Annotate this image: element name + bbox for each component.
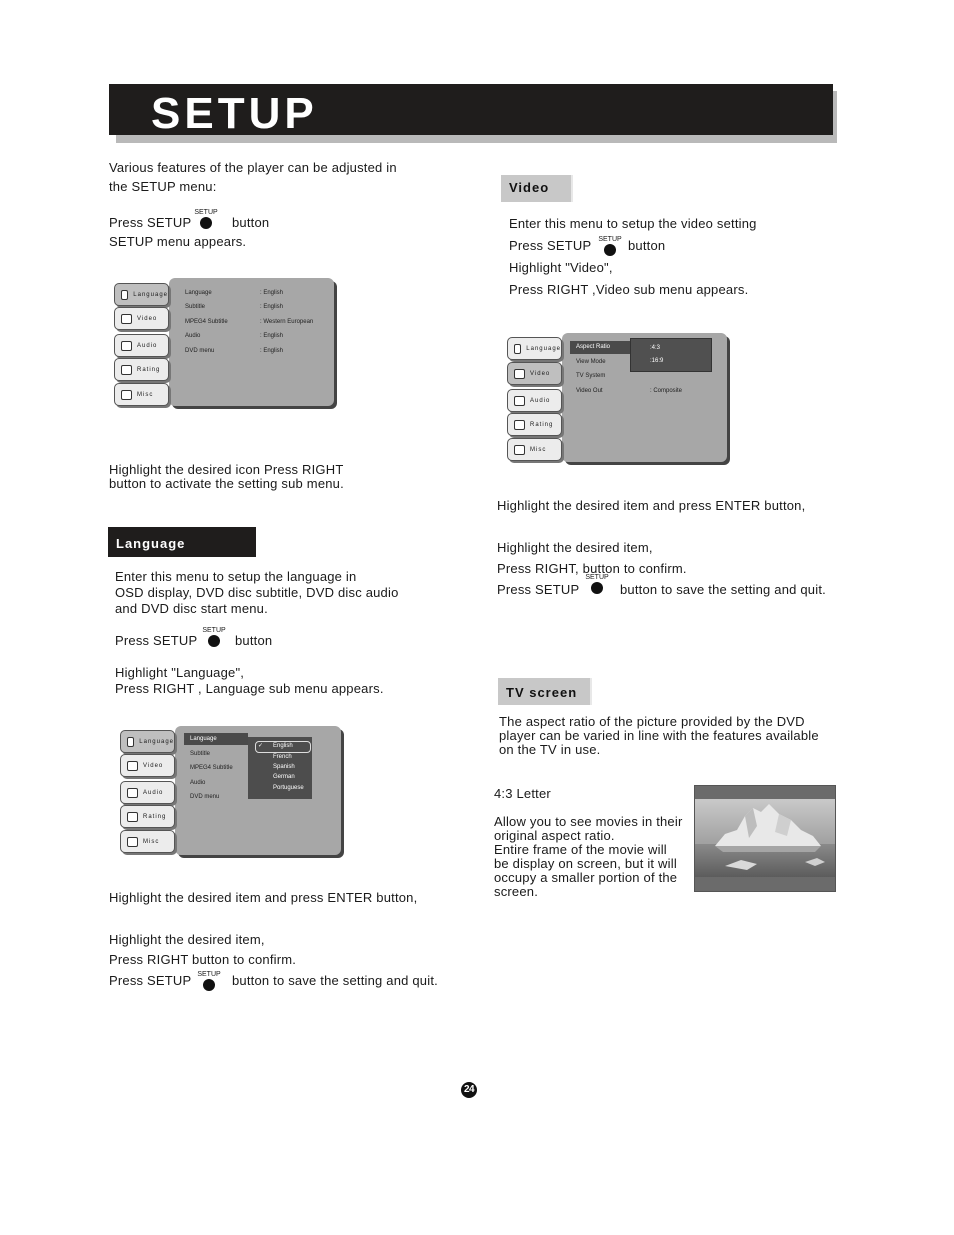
video-icon <box>514 369 525 379</box>
language-right-text: Press RIGHT , Language sub menu appears. <box>115 681 384 696</box>
lang-tab-language[interactable]: Language <box>120 730 175 753</box>
main-row-value: : English <box>260 290 284 296</box>
lang-tab-video[interactable]: Video <box>120 754 175 777</box>
language-intro-1: Enter this menu to setup the language in <box>115 569 357 584</box>
highlight-icon-line-1: Highlight the desired icon Press RIGHT <box>109 462 344 477</box>
video-press-text: Press SETUP <box>509 238 592 253</box>
video-press-after: button <box>628 238 666 253</box>
language-press-after: button <box>235 633 273 648</box>
setup-button-label: SETUP <box>585 574 609 581</box>
main-tab-video[interactable]: Video <box>114 307 169 330</box>
page-number: 24 <box>461 1082 477 1098</box>
main-row-label: Audio <box>185 333 201 339</box>
video-right-text: Press RIGHT ,Video sub menu appears. <box>509 282 749 297</box>
video-row-aspect-ratio: Aspect Ratio <box>576 344 611 350</box>
main-row-value: : English <box>260 304 284 310</box>
letter-title: 4:3 Letter <box>494 786 551 801</box>
iceberg-image <box>695 786 835 891</box>
setup-button-icon <box>598 236 622 260</box>
lang-tab-rating[interactable]: Rating <box>120 805 175 828</box>
tv-screen-heading: TV screen <box>498 678 592 705</box>
letter-desc-5: occupy a smaller portion of the <box>494 870 678 885</box>
highlight-icon-line-2: button to activate the setting sub menu. <box>109 476 344 491</box>
main-row-label: Language <box>185 290 212 296</box>
setup-button-icon <box>197 971 221 995</box>
main-row-value: : English <box>260 348 284 354</box>
video-icon <box>127 761 138 771</box>
misc-icon <box>127 837 138 847</box>
rating-icon <box>514 420 525 430</box>
video-highlight-text: Highlight "Video", <box>509 260 613 275</box>
misc-icon <box>514 445 525 455</box>
language-icon <box>127 737 134 747</box>
press-setup-after: button <box>232 215 270 230</box>
language-intro-3: and DVD disc start menu. <box>115 601 268 616</box>
video-intro: Enter this menu to setup the video setting <box>509 216 757 231</box>
option-french[interactable]: French <box>273 754 292 760</box>
lang-row-language: Language <box>190 736 217 742</box>
rating-icon <box>127 812 138 822</box>
language-heading: Language <box>108 527 256 557</box>
setup-button-icon <box>194 209 218 233</box>
letter-desc-1: Allow you to see movies in their <box>494 814 683 829</box>
left-step-3: Press RIGHT button to confirm. <box>109 952 297 967</box>
aspect-options-list <box>630 338 712 372</box>
language-icon <box>121 290 128 300</box>
video-row-video-out: Video Out <box>576 388 603 394</box>
letter-desc-2: original aspect ratio. <box>494 828 615 843</box>
tv-intro-3: on the TV in use. <box>499 742 601 757</box>
header-bar <box>109 84 833 138</box>
menu-appears-text: SETUP menu appears. <box>109 234 247 249</box>
option-english[interactable]: English <box>273 743 293 749</box>
setup-button-icon <box>202 627 226 651</box>
video-tab-misc[interactable]: Misc <box>507 438 562 461</box>
main-row-label: Subtitle <box>185 304 206 310</box>
lang-tab-audio[interactable]: Audio <box>120 781 175 804</box>
intro-line-1: Various features of the player can be adjusted in <box>109 160 397 175</box>
video-tab-audio[interactable]: Audio <box>507 389 562 412</box>
check-icon: ✓ <box>258 743 264 749</box>
audio-icon <box>121 341 132 351</box>
main-tab-rating[interactable]: Rating <box>114 358 169 381</box>
audio-icon <box>514 396 525 406</box>
option-4-3[interactable]: :4:3 <box>650 345 661 351</box>
rating-icon <box>121 365 132 375</box>
left-step-4: Press SETUP <box>109 973 192 988</box>
option-portuguese[interactable]: Portuguese <box>273 785 304 791</box>
main-row-label: DVD menu <box>185 348 215 354</box>
left-step-1: Highlight the desired item and press ENTER button, <box>109 890 418 905</box>
right-step-4-after: button to save the setting and quit. <box>620 582 826 597</box>
language-highlight-text: Highlight "Language", <box>115 665 245 680</box>
intro-line-2: the SETUP menu: <box>109 179 217 194</box>
setup-button-label: SETUP <box>197 971 221 978</box>
right-step-4: Press SETUP <box>497 582 580 597</box>
lang-row-audio: Audio <box>190 780 206 786</box>
audio-icon <box>127 788 138 798</box>
main-row-label: MPEG4 Subtitle <box>185 319 228 325</box>
option-german[interactable]: German <box>273 774 295 780</box>
right-step-1: Highlight the desired item and press ENTER button, <box>497 498 806 513</box>
tv-intro-1: The aspect ratio of the picture provided by the DVD <box>499 714 805 729</box>
lang-row-subtitle: Subtitle <box>190 751 211 757</box>
letterbox-picture <box>694 785 836 892</box>
left-step-4-after: button to save the setting and quit. <box>232 973 438 988</box>
tv-intro-2: player can be varied in line with the features available <box>499 728 819 743</box>
video-row-tv-system: TV System <box>576 373 606 379</box>
language-icon <box>514 344 521 354</box>
video-icon <box>121 314 132 324</box>
video-tab-video[interactable]: Video <box>507 362 562 385</box>
video-heading: Video <box>501 175 573 202</box>
setup-button-label: SETUP <box>194 209 218 216</box>
lang-tab-misc[interactable]: Misc <box>120 830 175 853</box>
right-step-3: Press RIGHT, button to confirm. <box>497 561 687 576</box>
language-intro-2: OSD display, DVD disc subtitle, DVD disc audio <box>115 585 399 600</box>
video-tab-language[interactable]: Language <box>507 337 562 360</box>
setup-button-label: SETUP <box>202 627 226 634</box>
language-press-text: Press SETUP <box>115 633 198 648</box>
video-out-value: : Composite <box>650 388 683 394</box>
left-step-2: Highlight the desired item, <box>109 932 265 947</box>
setup-button-label: SETUP <box>598 236 622 243</box>
letter-desc-6: screen. <box>494 884 539 899</box>
main-tab-misc[interactable]: Misc <box>114 383 169 406</box>
press-setup-text: Press SETUP <box>109 215 192 230</box>
main-row-value: : Western European <box>260 319 314 325</box>
right-step-2: Highlight the desired item, <box>497 540 653 555</box>
page-title: SETUP <box>151 89 318 138</box>
misc-icon <box>121 390 132 400</box>
option-spanish[interactable]: Spanish <box>273 764 295 770</box>
lang-row-dvd-menu: DVD menu <box>190 794 220 800</box>
main-tab-language[interactable]: Language <box>114 283 169 306</box>
option-16-9[interactable]: :16:9 <box>650 358 664 364</box>
main-row-value: : English <box>260 333 284 339</box>
lang-row-mpeg4: MPEG4 Subtitle <box>190 765 233 771</box>
main-menu-panel <box>169 278 334 406</box>
letter-desc-3: Entire frame of the movie will <box>494 842 667 857</box>
letter-desc-4: be display on screen, but it will <box>494 856 677 871</box>
setup-button-icon <box>585 574 609 598</box>
video-tab-rating[interactable]: Rating <box>507 413 562 436</box>
main-tab-audio[interactable]: Audio <box>114 334 169 357</box>
video-row-view-mode: View Mode <box>576 359 606 365</box>
